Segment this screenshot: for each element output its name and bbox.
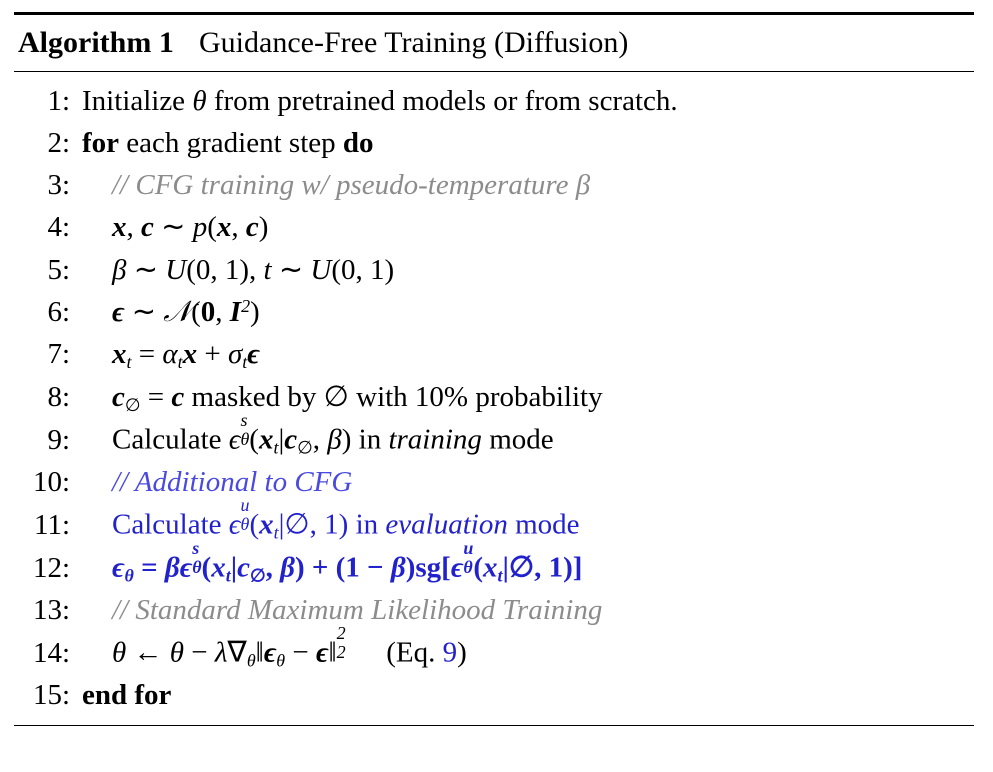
line-number: 10:	[32, 465, 70, 498]
line-number: 12:	[32, 551, 70, 584]
line-content: Calculate ϵ u θ ($x_t|\emptyset$, 1) in evaluation mode	[112, 495, 580, 543]
line-content: Initialize θ from pretrained models or from scratch.	[82, 84, 678, 117]
line-number: 9:	[47, 423, 70, 456]
line-content: x, c ∼ p(x, c)	[112, 211, 269, 244]
algorithm-line	[14, 674, 974, 716]
line-content: end for	[82, 679, 172, 712]
line-content: // Additional to CFG	[112, 465, 353, 498]
line-number: 3:	[47, 169, 70, 202]
line-number: 14:	[32, 636, 70, 669]
line-content: // CFG training w/ pseudo-temperature β	[112, 169, 591, 202]
line-content: $c_\emptyset = c$ masked by ∅ with 10% probability	[112, 380, 603, 415]
algorithm-block	[14, 12, 974, 726]
line-number: 2:	[47, 126, 70, 159]
line-number: 8:	[47, 380, 70, 413]
bottom-rule	[14, 725, 974, 726]
algorithm-line	[14, 249, 974, 291]
line-content: Calculate ϵ s θ ($x_t|c_\emptyset$, β) in training mode	[112, 410, 554, 458]
line-content: $\epsilon_\theta = \beta\epsilon$ s θ ($x_t|c_\emptyset$, β) + (1 − β)sg[ϵ u θ ($x_t|\emptyset$, 1)]	[112, 538, 583, 586]
algorithm-label: Algorithm 1	[18, 26, 174, 59]
algorithm-line	[14, 623, 974, 674]
algorithm-line	[14, 206, 974, 248]
algorithm-lines	[14, 72, 974, 725]
algorithm-line	[14, 461, 974, 503]
algorithm-line	[14, 291, 974, 333]
line-number: 1:	[47, 84, 70, 117]
line-content: ϵ ∼ 𝒩(0, $I^2$)	[112, 296, 260, 329]
line-content: for each gradient step do	[82, 126, 374, 159]
algorithm-title	[14, 15, 974, 71]
line-number: 5:	[47, 253, 70, 286]
algorithm-line	[14, 589, 974, 631]
algorithm-line	[14, 80, 974, 122]
line-number: 13:	[32, 594, 70, 627]
line-number: 6:	[47, 296, 70, 329]
algorithm-line	[14, 495, 974, 546]
line-content: // Standard Maximum Likelihood Training	[112, 594, 603, 627]
algorithm-title-text: Guidance-Free Training (Diffusion)	[199, 26, 629, 59]
algorithm-line	[14, 333, 974, 375]
algorithm-line	[14, 538, 974, 589]
line-number: 11:	[34, 508, 70, 541]
line-content: $x_t = \alpha_tx + \sigma_t\epsilon$	[112, 338, 260, 373]
line-number: 15:	[32, 679, 70, 712]
line-number: 7:	[47, 338, 70, 371]
line-content: β ∼ U(0, 1), t ∼ U(0, 1)	[112, 253, 395, 286]
algorithm-line	[14, 164, 974, 206]
line-number: 4:	[47, 211, 70, 244]
algorithm-line	[14, 410, 974, 461]
algorithm-line	[14, 376, 974, 418]
algorithm-line	[14, 122, 974, 164]
line-content: θ ← $\theta - \lambda\nabla_\theta‖\epsilon_\theta$ − ϵ‖ 2 2 (Eq. 9)	[112, 623, 467, 671]
